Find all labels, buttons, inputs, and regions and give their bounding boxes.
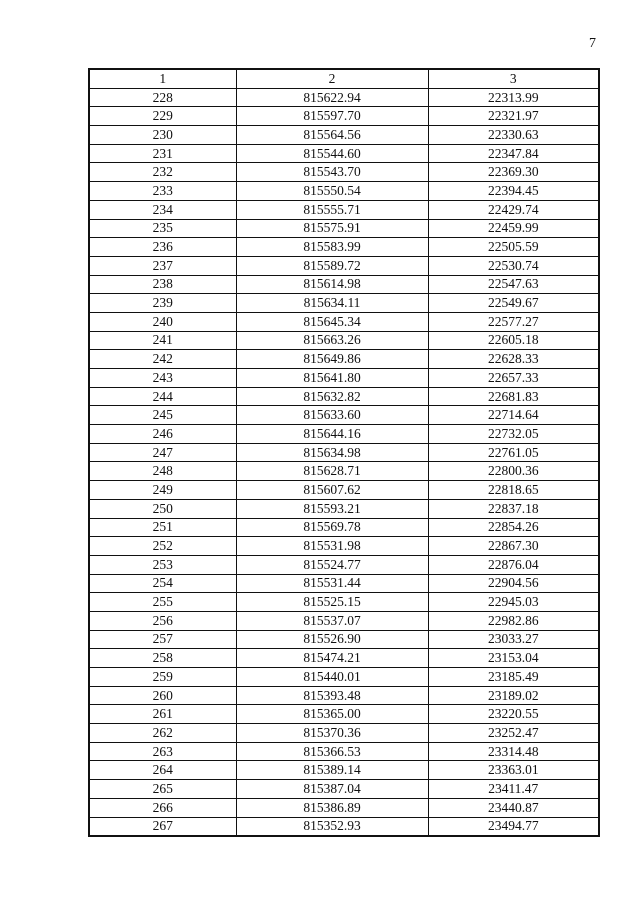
x-coordinate-cell: 815526.90 bbox=[236, 630, 428, 649]
table-row bbox=[89, 126, 599, 145]
point-number-cell: 259 bbox=[89, 668, 236, 687]
column-header-2: 2 bbox=[236, 69, 428, 88]
point-number-cell: 257 bbox=[89, 630, 236, 649]
table-row bbox=[89, 275, 599, 294]
table-row bbox=[89, 705, 599, 724]
point-number-cell: 251 bbox=[89, 518, 236, 537]
point-number-cell: 246 bbox=[89, 425, 236, 444]
x-coordinate-cell: 815525.15 bbox=[236, 593, 428, 612]
table-row bbox=[89, 649, 599, 668]
point-number-cell: 256 bbox=[89, 611, 236, 630]
table-row bbox=[89, 518, 599, 537]
table-row bbox=[89, 331, 599, 350]
point-number-cell: 248 bbox=[89, 462, 236, 481]
table-row bbox=[89, 817, 599, 836]
y-coordinate-cell: 22681.83 bbox=[428, 387, 599, 406]
point-number-cell: 241 bbox=[89, 331, 236, 350]
y-coordinate-cell: 23033.27 bbox=[428, 630, 599, 649]
x-coordinate-cell: 815634.11 bbox=[236, 294, 428, 313]
y-coordinate-cell: 22549.67 bbox=[428, 294, 599, 313]
x-coordinate-cell: 815544.60 bbox=[236, 144, 428, 163]
y-coordinate-cell: 23314.48 bbox=[428, 742, 599, 761]
point-number-cell: 261 bbox=[89, 705, 236, 724]
x-coordinate-cell: 815634.98 bbox=[236, 443, 428, 462]
point-number-cell: 265 bbox=[89, 780, 236, 799]
point-number-cell: 235 bbox=[89, 219, 236, 238]
table-body bbox=[89, 88, 599, 836]
table-row bbox=[89, 200, 599, 219]
column-header-3: 3 bbox=[428, 69, 599, 88]
y-coordinate-cell: 22876.04 bbox=[428, 555, 599, 574]
point-number-cell: 255 bbox=[89, 593, 236, 612]
table-row bbox=[89, 630, 599, 649]
y-coordinate-cell: 22945.03 bbox=[428, 593, 599, 612]
point-number-cell: 263 bbox=[89, 742, 236, 761]
table-row bbox=[89, 182, 599, 201]
y-coordinate-cell: 22628.33 bbox=[428, 350, 599, 369]
table-header-row bbox=[89, 69, 599, 88]
y-coordinate-cell: 22605.18 bbox=[428, 331, 599, 350]
x-coordinate-cell: 815555.71 bbox=[236, 200, 428, 219]
table-row bbox=[89, 593, 599, 612]
point-number-cell: 231 bbox=[89, 144, 236, 163]
x-coordinate-cell: 815593.21 bbox=[236, 499, 428, 518]
point-number-cell: 237 bbox=[89, 256, 236, 275]
x-coordinate-cell: 815564.56 bbox=[236, 126, 428, 145]
point-number-cell: 254 bbox=[89, 574, 236, 593]
table-row bbox=[89, 668, 599, 687]
point-number-cell: 236 bbox=[89, 238, 236, 257]
point-number-cell: 238 bbox=[89, 275, 236, 294]
point-number-cell: 233 bbox=[89, 182, 236, 201]
x-coordinate-cell: 815614.98 bbox=[236, 275, 428, 294]
point-number-cell: 239 bbox=[89, 294, 236, 313]
x-coordinate-cell: 815641.80 bbox=[236, 369, 428, 388]
y-coordinate-cell: 22904.56 bbox=[428, 574, 599, 593]
table-row bbox=[89, 425, 599, 444]
y-coordinate-cell: 23153.04 bbox=[428, 649, 599, 668]
y-coordinate-cell: 22800.36 bbox=[428, 462, 599, 481]
point-number-cell: 252 bbox=[89, 537, 236, 556]
point-number-cell: 245 bbox=[89, 406, 236, 425]
table-row bbox=[89, 406, 599, 425]
point-number-cell: 247 bbox=[89, 443, 236, 462]
table-row bbox=[89, 107, 599, 126]
y-coordinate-cell: 23220.55 bbox=[428, 705, 599, 724]
y-coordinate-cell: 23363.01 bbox=[428, 761, 599, 780]
table-row bbox=[89, 219, 599, 238]
point-number-cell: 242 bbox=[89, 350, 236, 369]
table-row bbox=[89, 761, 599, 780]
table-row bbox=[89, 443, 599, 462]
table-row bbox=[89, 238, 599, 257]
table-row bbox=[89, 724, 599, 743]
x-coordinate-cell: 815393.48 bbox=[236, 686, 428, 705]
point-number-cell: 266 bbox=[89, 798, 236, 817]
y-coordinate-cell: 22837.18 bbox=[428, 499, 599, 518]
y-coordinate-cell: 22732.05 bbox=[428, 425, 599, 444]
point-number-cell: 264 bbox=[89, 761, 236, 780]
point-number-cell: 262 bbox=[89, 724, 236, 743]
table-row bbox=[89, 481, 599, 500]
y-coordinate-cell: 22347.84 bbox=[428, 144, 599, 163]
point-number-cell: 230 bbox=[89, 126, 236, 145]
y-coordinate-cell: 23494.77 bbox=[428, 817, 599, 836]
y-coordinate-cell: 22505.59 bbox=[428, 238, 599, 257]
point-number-cell: 228 bbox=[89, 88, 236, 107]
table-row bbox=[89, 574, 599, 593]
coordinates-table bbox=[88, 68, 600, 837]
x-coordinate-cell: 815645.34 bbox=[236, 312, 428, 331]
point-number-cell: 229 bbox=[89, 107, 236, 126]
table-row bbox=[89, 294, 599, 313]
y-coordinate-cell: 22818.65 bbox=[428, 481, 599, 500]
y-coordinate-cell: 23411.47 bbox=[428, 780, 599, 799]
table-row bbox=[89, 350, 599, 369]
table-row bbox=[89, 798, 599, 817]
y-coordinate-cell: 22657.33 bbox=[428, 369, 599, 388]
x-coordinate-cell: 815474.21 bbox=[236, 649, 428, 668]
y-coordinate-cell: 22313.99 bbox=[428, 88, 599, 107]
y-coordinate-cell: 22982.86 bbox=[428, 611, 599, 630]
point-number-cell: 258 bbox=[89, 649, 236, 668]
x-coordinate-cell: 815589.72 bbox=[236, 256, 428, 275]
point-number-cell: 232 bbox=[89, 163, 236, 182]
table-row bbox=[89, 144, 599, 163]
table-row bbox=[89, 312, 599, 331]
x-coordinate-cell: 815575.91 bbox=[236, 219, 428, 238]
table-row bbox=[89, 686, 599, 705]
table-row bbox=[89, 88, 599, 107]
x-coordinate-cell: 815543.70 bbox=[236, 163, 428, 182]
point-number-cell: 234 bbox=[89, 200, 236, 219]
table-row bbox=[89, 499, 599, 518]
x-coordinate-cell: 815607.62 bbox=[236, 481, 428, 500]
x-coordinate-cell: 815366.53 bbox=[236, 742, 428, 761]
x-coordinate-cell: 815583.99 bbox=[236, 238, 428, 257]
y-coordinate-cell: 22530.74 bbox=[428, 256, 599, 275]
table-row bbox=[89, 369, 599, 388]
y-coordinate-cell: 22369.30 bbox=[428, 163, 599, 182]
x-coordinate-cell: 815389.14 bbox=[236, 761, 428, 780]
x-coordinate-cell: 815633.60 bbox=[236, 406, 428, 425]
point-number-cell: 244 bbox=[89, 387, 236, 406]
y-coordinate-cell: 22321.97 bbox=[428, 107, 599, 126]
x-coordinate-cell: 815597.70 bbox=[236, 107, 428, 126]
x-coordinate-cell: 815386.89 bbox=[236, 798, 428, 817]
y-coordinate-cell: 22714.64 bbox=[428, 406, 599, 425]
point-number-cell: 267 bbox=[89, 817, 236, 836]
y-coordinate-cell: 22394.45 bbox=[428, 182, 599, 201]
x-coordinate-cell: 815365.00 bbox=[236, 705, 428, 724]
y-coordinate-cell: 23440.87 bbox=[428, 798, 599, 817]
point-number-cell: 253 bbox=[89, 555, 236, 574]
y-coordinate-cell: 22867.30 bbox=[428, 537, 599, 556]
table-row bbox=[89, 387, 599, 406]
table-row bbox=[89, 555, 599, 574]
table-row bbox=[89, 742, 599, 761]
y-coordinate-cell: 22429.74 bbox=[428, 200, 599, 219]
page-number: 7 bbox=[589, 36, 596, 51]
x-coordinate-cell: 815440.01 bbox=[236, 668, 428, 687]
y-coordinate-cell: 23252.47 bbox=[428, 724, 599, 743]
y-coordinate-cell: 22459.99 bbox=[428, 219, 599, 238]
table-row bbox=[89, 780, 599, 799]
x-coordinate-cell: 815622.94 bbox=[236, 88, 428, 107]
x-coordinate-cell: 815531.44 bbox=[236, 574, 428, 593]
x-coordinate-cell: 815644.16 bbox=[236, 425, 428, 444]
x-coordinate-cell: 815524.77 bbox=[236, 555, 428, 574]
point-number-cell: 243 bbox=[89, 369, 236, 388]
y-coordinate-cell: 23189.02 bbox=[428, 686, 599, 705]
y-coordinate-cell: 22761.05 bbox=[428, 443, 599, 462]
table-row bbox=[89, 537, 599, 556]
x-coordinate-cell: 815352.93 bbox=[236, 817, 428, 836]
table-row bbox=[89, 462, 599, 481]
table-row bbox=[89, 163, 599, 182]
x-coordinate-cell: 815649.86 bbox=[236, 350, 428, 369]
point-number-cell: 260 bbox=[89, 686, 236, 705]
x-coordinate-cell: 815370.36 bbox=[236, 724, 428, 743]
x-coordinate-cell: 815531.98 bbox=[236, 537, 428, 556]
table-row bbox=[89, 611, 599, 630]
y-coordinate-cell: 22330.63 bbox=[428, 126, 599, 145]
x-coordinate-cell: 815550.54 bbox=[236, 182, 428, 201]
x-coordinate-cell: 815628.71 bbox=[236, 462, 428, 481]
point-number-cell: 250 bbox=[89, 499, 236, 518]
y-coordinate-cell: 23185.49 bbox=[428, 668, 599, 687]
x-coordinate-cell: 815569.78 bbox=[236, 518, 428, 537]
x-coordinate-cell: 815537.07 bbox=[236, 611, 428, 630]
x-coordinate-cell: 815632.82 bbox=[236, 387, 428, 406]
y-coordinate-cell: 22577.27 bbox=[428, 312, 599, 331]
point-number-cell: 240 bbox=[89, 312, 236, 331]
x-coordinate-cell: 815387.04 bbox=[236, 780, 428, 799]
column-header-1: 1 bbox=[89, 69, 236, 88]
table-row bbox=[89, 256, 599, 275]
y-coordinate-cell: 22854.26 bbox=[428, 518, 599, 537]
y-coordinate-cell: 22547.63 bbox=[428, 275, 599, 294]
point-number-cell: 249 bbox=[89, 481, 236, 500]
x-coordinate-cell: 815663.26 bbox=[236, 331, 428, 350]
